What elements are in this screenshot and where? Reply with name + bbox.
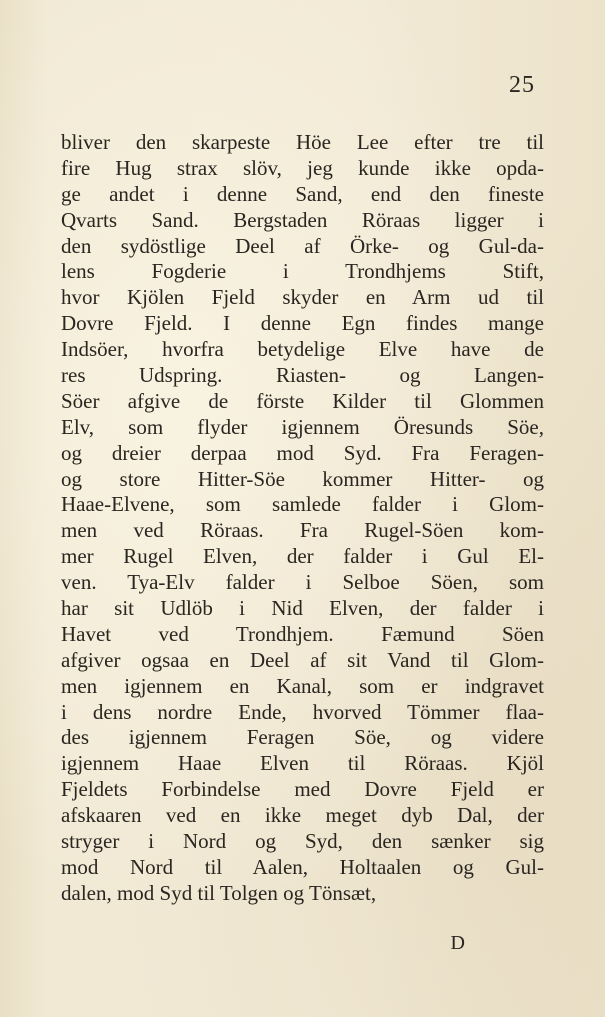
text-line: dalen, mod Syd til Tolgen og Tönsæt, [61,880,377,905]
text-line: og store Hitter-Söe kommer Hitter- og [61,466,544,491]
text-line: des igjennem Feragen Söe, og videre [61,725,544,750]
text-line: igjennem Haae Elven til Röraas. Kjöl [61,751,544,776]
text-line: og dreier derpaa mod Syd. Fra Feragen- [61,440,544,465]
text-line: Elv, som flyder igjennem Öresunds Söe, [61,414,544,439]
text-line: lens Fogderie i Trondhjems Stift, [61,259,544,284]
catchword: D [450,932,465,954]
text-line: den sydöstlige Deel af Örke- og Gul-da- [61,233,544,258]
text-line: Dovre Fjeld. I denne Egn findes mange [61,311,544,336]
text-line: men igjennem en Kanal, som er indgravet [61,673,544,698]
text-line: Havet ved Trondhjem. Fæmund Söen [61,621,544,646]
text-line: hvor Kjölen Fjeld skyder en Arm ud til [61,285,544,310]
text-line: mer Rugel Elven, der falder i Gul El- [61,544,544,569]
text-line: Haae-Elvene, som samlede falder i Glom- [61,492,544,517]
text-line: stryger i Nord og Syd, den sænker sig [61,829,544,854]
text-line: fire Hug strax slöv, jeg kunde ikke opda- [61,155,544,180]
text-line: Indsöer, hvorfra betydelige Elve have de [61,337,544,362]
text-line: afskaaren ved en ikke meget dyb Dal, der [61,803,544,828]
text-line: res Udspring. Riasten- og Langen- [61,363,544,388]
text-line: Fjeldets Forbindelse med Dovre Fjeld er [61,777,544,802]
text-line: bliver den skarpeste Höe Lee efter tre til [61,130,544,154]
text-line: ven. Tya-Elv falder i Selboe Söen, som [61,570,544,595]
text-line: Qvarts Sand. Bergstaden Röraas ligger i [61,207,544,232]
text-line: afgiver ogsaa en Deel af sit Vand til Glom- [61,647,544,672]
body-text [61,130,544,907]
text-line: i dens nordre Ende, hvorved Tömmer flaa- [61,699,544,724]
page-number: 25 [509,72,535,98]
text-line: mod Nord til Aalen, Holtaalen og Gul- [61,854,544,879]
text-line: har sit Udlöb i Nid Elven, der falder i [61,596,544,621]
text-line: Söer afgive de förste Kilder til Glommen [61,388,544,413]
text-line: ge andet i denne Sand, end den fineste [61,181,544,206]
text-line: men ved Röraas. Fra Rugel-Söen kom- [61,518,544,543]
